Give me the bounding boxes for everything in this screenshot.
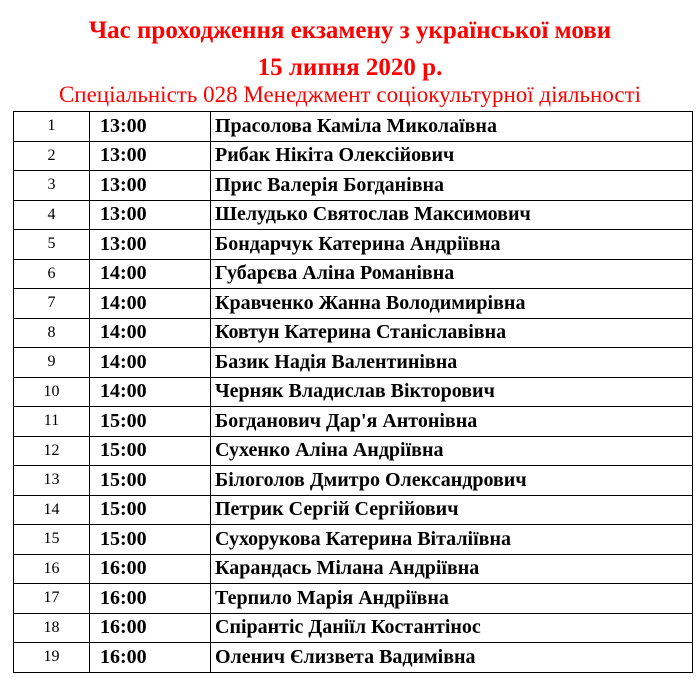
exam-time: 14:00	[90, 318, 211, 348]
student-name: Рибак Нікіта Олексійович	[211, 141, 693, 171]
exam-time: 13:00	[90, 200, 211, 230]
exam-time: 13:00	[90, 171, 211, 201]
exam-time: 14:00	[90, 289, 211, 319]
row-number: 16	[14, 554, 90, 584]
student-name: Базик Надія Валентинівна	[211, 348, 693, 378]
table-row	[14, 613, 693, 643]
student-name: Прис Валерія Богданівна	[211, 171, 693, 201]
page-title: Час проходження екзамену з української мови	[88, 17, 612, 44]
schedule-body	[14, 112, 693, 673]
row-number: 5	[14, 230, 90, 260]
table-row	[14, 318, 693, 348]
table-row	[14, 466, 693, 496]
student-name: Губарєва Аліна Романівна	[211, 259, 693, 289]
student-name: Спірантіс Даніїл Костантінос	[211, 613, 693, 643]
table-row	[14, 348, 693, 378]
student-name: Сухорукова Катерина Віталіївна	[211, 525, 693, 555]
exam-time: 15:00	[90, 466, 211, 496]
row-number: 7	[14, 289, 90, 319]
table-row	[14, 289, 693, 319]
table-row	[14, 643, 693, 673]
table-row	[14, 230, 693, 260]
table-row	[14, 171, 693, 201]
table-row	[14, 141, 693, 171]
row-number: 11	[14, 407, 90, 437]
exam-date: 15 липня 2020 р.	[257, 54, 443, 81]
exam-time: 14:00	[90, 377, 211, 407]
row-number: 17	[14, 584, 90, 614]
exam-time: 14:00	[90, 348, 211, 378]
exam-time: 16:00	[90, 643, 211, 673]
exam-time: 16:00	[90, 613, 211, 643]
student-name: Оленич Єлизвета Вадимівна	[211, 643, 693, 673]
row-number: 13	[14, 466, 90, 496]
table-row	[14, 554, 693, 584]
table-row	[14, 525, 693, 555]
row-number: 12	[14, 436, 90, 466]
row-number: 3	[14, 171, 90, 201]
student-name: Сухенко Аліна Андріївна	[211, 436, 693, 466]
exam-time: 14:00	[90, 259, 211, 289]
row-number: 10	[14, 377, 90, 407]
student-name: Прасолова Каміла Миколаївна	[211, 112, 693, 142]
row-number: 8	[14, 318, 90, 348]
student-name: Ковтун Катерина Станіславівна	[211, 318, 693, 348]
student-name: Шелудько Святослав Максимович	[211, 200, 693, 230]
table-row	[14, 495, 693, 525]
exam-time: 15:00	[90, 407, 211, 437]
table-row	[14, 200, 693, 230]
row-number: 1	[14, 112, 90, 142]
exam-time: 15:00	[90, 495, 211, 525]
table-row	[14, 259, 693, 289]
specialty-subtitle: Спеціальність 028 Менеджмент соціокультурної діяльності	[58, 82, 642, 107]
row-number: 19	[14, 643, 90, 673]
student-name: Богданович Дар'я Антонівна	[211, 407, 693, 437]
table-row	[14, 112, 693, 142]
row-number: 18	[14, 613, 90, 643]
exam-time: 13:00	[90, 112, 211, 142]
exam-time: 13:00	[90, 141, 211, 171]
exam-time: 16:00	[90, 554, 211, 584]
exam-schedule-table	[13, 111, 693, 673]
student-name: Терпило Марія Андріївна	[211, 584, 693, 614]
table-row	[14, 407, 693, 437]
student-name: Кравченко Жанна Володимирівна	[211, 289, 693, 319]
student-name: Карандась Мілана Андріївна	[211, 554, 693, 584]
exam-time: 15:00	[90, 436, 211, 466]
exam-time: 15:00	[90, 525, 211, 555]
row-number: 15	[14, 525, 90, 555]
table-row	[14, 377, 693, 407]
student-name: Петрик Сергій Сергійович	[211, 495, 693, 525]
table-row	[14, 436, 693, 466]
student-name: Бондарчук Катерина Андріївна	[211, 230, 693, 260]
row-number: 4	[14, 200, 90, 230]
table-row	[14, 584, 693, 614]
row-number: 14	[14, 495, 90, 525]
student-name: Білоголов Дмитро Олександрович	[211, 466, 693, 496]
exam-time: 13:00	[90, 230, 211, 260]
row-number: 9	[14, 348, 90, 378]
student-name: Черняк Владислав Вікторович	[211, 377, 693, 407]
row-number: 2	[14, 141, 90, 171]
exam-time: 16:00	[90, 584, 211, 614]
row-number: 6	[14, 259, 90, 289]
